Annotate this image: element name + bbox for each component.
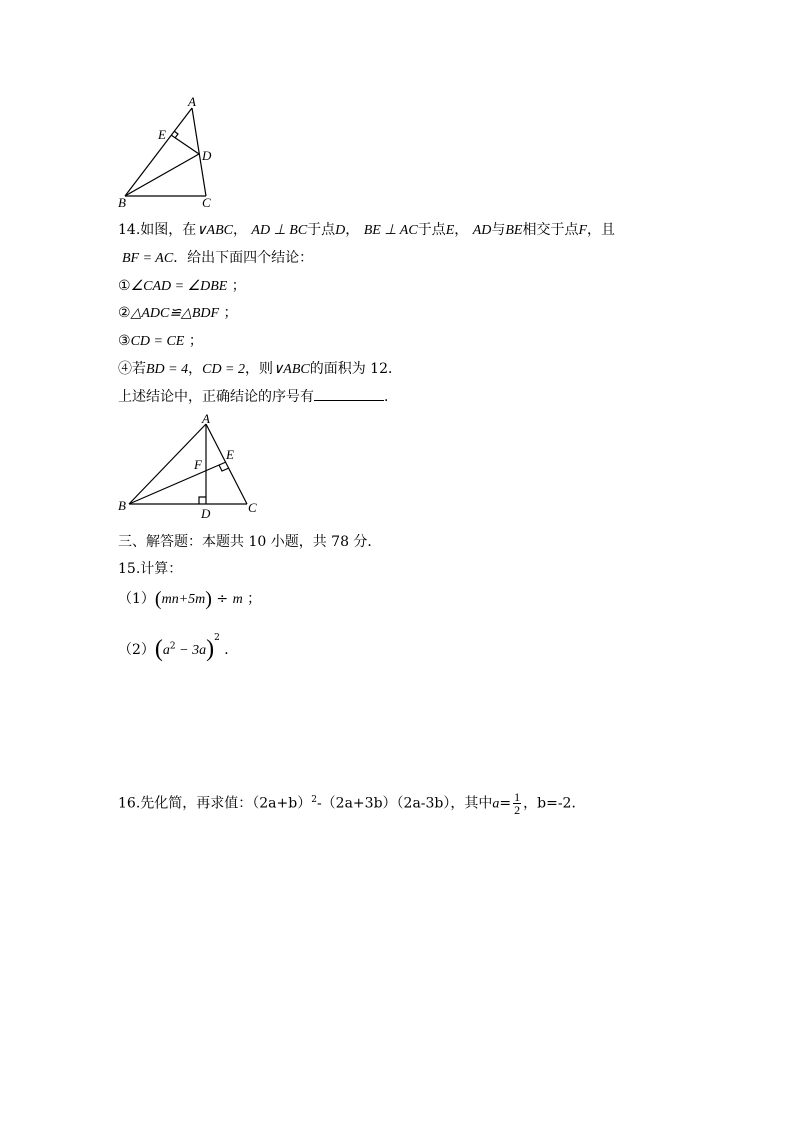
- c4-sep: ，: [188, 361, 203, 377]
- q14-be: BE: [505, 223, 523, 238]
- c2-num: ②: [118, 305, 131, 321]
- q14-ad: AD: [472, 223, 492, 238]
- c1-num: ①: [118, 278, 131, 294]
- q15-p2-num: （2）: [118, 642, 155, 658]
- q14-point-f: F: [578, 223, 588, 238]
- q14-ask: [118, 386, 398, 407]
- q14-conclusion-4: [118, 359, 402, 380]
- segment-ab: [125, 108, 192, 196]
- paren-open: (: [154, 636, 163, 662]
- q16-mid: -（2a+3b）（2a-3b），其中: [316, 795, 493, 812]
- figure-triangle-2: [110, 412, 270, 522]
- q15-p2-rest: − 3a: [175, 643, 207, 658]
- q15-p1-end: ；: [247, 591, 262, 607]
- q14-text-4: 相交于点: [522, 222, 579, 238]
- q16-eq: =: [499, 795, 512, 812]
- label-e: E: [158, 127, 166, 142]
- q14-text-3: 与: [491, 222, 506, 238]
- q14-ad-perp-bc: AD ⊥ BC: [251, 223, 308, 238]
- label-d: D: [201, 506, 211, 521]
- c4-bd: BD = 4: [146, 362, 189, 377]
- q15-title: 15.计算：: [118, 561, 183, 577]
- q16-line: [118, 790, 585, 816]
- q15-p1-var: m: [232, 592, 243, 607]
- q14-sep-3: ，: [454, 222, 469, 238]
- fraction-denominator: 2: [514, 803, 521, 818]
- label-c: C: [248, 500, 257, 515]
- q14-given-text: ．给出下面四个结论：: [173, 250, 314, 266]
- q14-point-d: D: [335, 223, 346, 238]
- q15-p2-outer: 2: [214, 633, 220, 643]
- c3-num: ③: [118, 333, 131, 349]
- section-3-title: 三、解答题：本题共 10 小题，共 78 分．: [118, 534, 382, 550]
- answer-blank[interactable]: [314, 386, 384, 401]
- right-angle-mark-d: [199, 497, 206, 504]
- q14-line-1: [118, 220, 615, 241]
- c2-math: △ADC≌△BDF: [130, 306, 220, 321]
- q15-p1-num: （1）: [118, 591, 155, 607]
- q16-a: a: [492, 796, 500, 812]
- paren-open: (: [154, 588, 162, 610]
- c3-end: ；: [188, 333, 203, 349]
- q14-text-5: ，且: [587, 222, 616, 238]
- fraction-one-half: [513, 791, 521, 816]
- c4-cd: CD = 2: [202, 362, 246, 377]
- q14-triangle-abc: ∨ABC: [196, 223, 233, 238]
- c1-end: ；: [231, 278, 246, 294]
- c4-tri: ∨ABC: [273, 362, 310, 377]
- fraction-numerator: 1: [514, 790, 521, 805]
- label-a: A: [202, 412, 210, 426]
- q14-text-1: 于点: [307, 222, 336, 238]
- label-f: F: [194, 457, 202, 472]
- q15-p2-sup: 2: [169, 641, 176, 652]
- q14-line-2: [122, 248, 313, 269]
- segment-ac: [206, 424, 247, 504]
- figure-triangle-1: [110, 94, 230, 210]
- c4-num: ④若: [118, 361, 146, 377]
- q14-bf-eq-ac: BF = AC: [122, 251, 174, 266]
- q14-conclusion-3: [118, 331, 203, 352]
- q16-sup: 2: [311, 795, 317, 805]
- q15-p2-end: ．: [224, 642, 239, 658]
- q14-ask-end: ．: [384, 389, 398, 405]
- segment-be: [129, 462, 226, 504]
- label-e: E: [226, 447, 234, 462]
- q15-part-2: [118, 628, 238, 661]
- c1-math: ∠CAD = ∠DBE: [130, 279, 228, 294]
- q14-be-perp-ac: BE ⊥ AC: [363, 223, 418, 238]
- paren-close: ): [206, 636, 215, 662]
- q14-point-e: E: [445, 223, 455, 238]
- c4-text: ，则: [245, 361, 274, 377]
- c2-end: ；: [223, 305, 238, 321]
- q14-text-2: 于点: [417, 222, 446, 238]
- label-b: B: [118, 195, 126, 210]
- paren-close: ): [205, 588, 212, 610]
- q14-ask-text: 上述结论中，正确结论的序号有: [118, 389, 314, 405]
- q15-p1-op: ÷: [216, 591, 229, 607]
- label-c: C: [202, 195, 211, 210]
- label-a: A: [188, 94, 196, 109]
- c4-end: 的面积为 12．: [309, 361, 402, 377]
- q15-p2-a: a: [162, 643, 170, 658]
- segment-bd: [125, 154, 199, 196]
- label-d: D: [202, 148, 212, 163]
- q16-tail: ，b=-2．: [523, 795, 586, 812]
- q14-conclusion-1: [118, 276, 246, 297]
- c3-math: CD = CE: [130, 334, 185, 349]
- q14-sep-2: ，: [345, 222, 360, 238]
- label-b: B: [118, 498, 126, 513]
- q15-part-1: [118, 589, 261, 610]
- q14-sep-1: ，: [232, 222, 247, 238]
- q14-conclusion-2: [118, 303, 238, 324]
- q15-p1-expr: mn+5m: [161, 592, 206, 607]
- q16-prefix: 16.先化简，再求值：（2a+b）: [118, 795, 312, 812]
- q14-prefix: 14.如图，在: [118, 222, 197, 238]
